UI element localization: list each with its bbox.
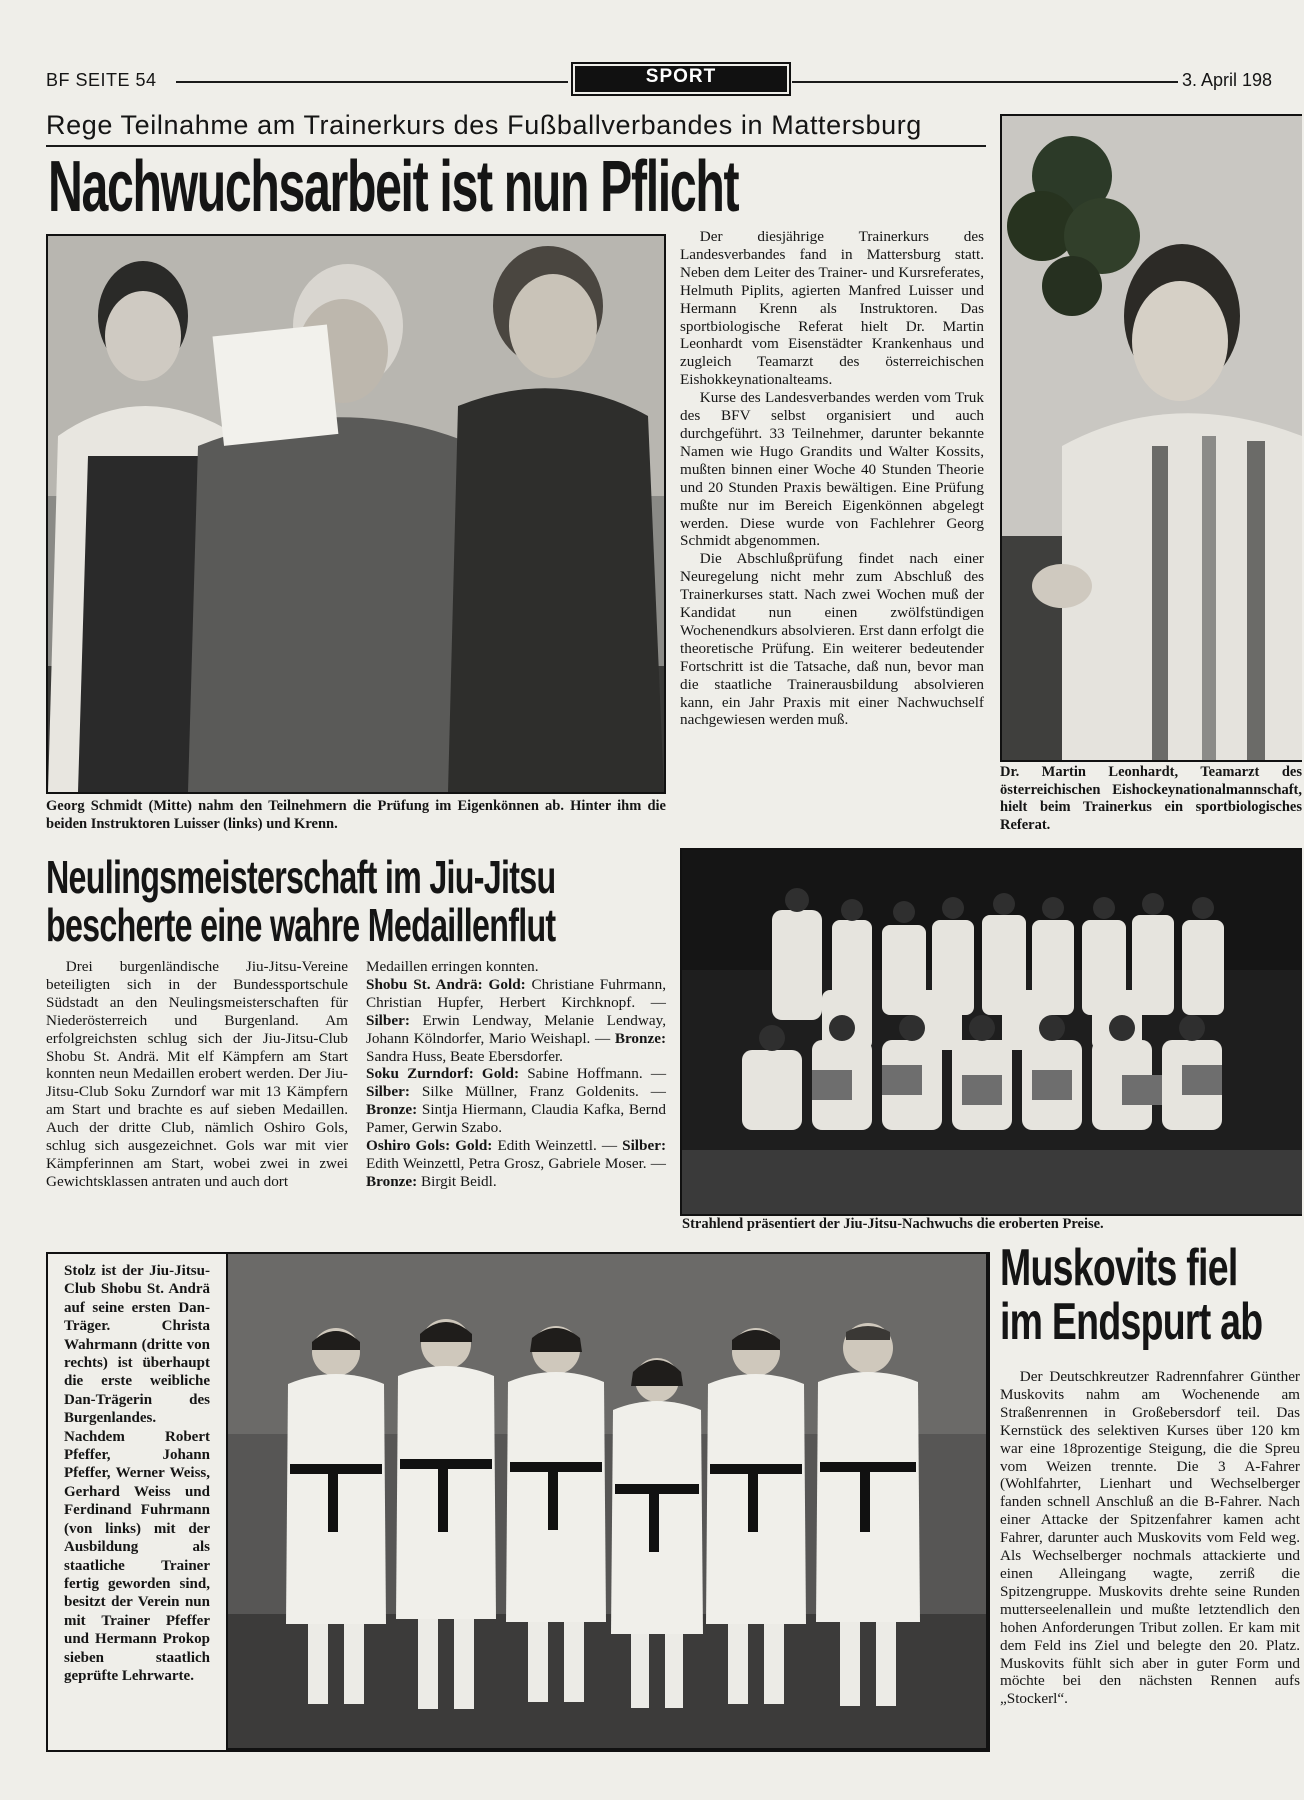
article1-para1: Der diesjährige Trainerkurs des Landesverbandes fand in Mattersburg statt. Neben dem Leiter des Trainer- und Kursreferates, Helmuth Piplits, agierten Manfred Luisser und Hermann Krenn als Instruktoren. Das sportbiologische Referat hielt Dr. Martin Leonhardt vom Eisenstädter Krankenhaus und zugleich Teamarzt des österreichischen Eishokkeynationalteams. — [680, 228, 984, 389]
header-rule-left — [176, 81, 568, 83]
article1-para3: Die Abschlußprüfung findet nach einer Neuregelung nicht mehr zum Abschluß des Trainerkurses statt. Nach zwei Wochen muß der Kandidat nun einen zwölfstündigen Wochenendkurs absolvieren. Erst dann erfolgt die theoretische Prüfung. Ein weiterer bedeutender Fortschritt ist die Tatsache, daß nun, bevor man die staatliche Trainerausbildung absolvieren kann, ein Jahr Praxis mit einer Nachwuchself nachgewiesen werden muß. — [680, 550, 984, 729]
headline-muskovits-line1: Muskovits fiel — [1000, 1239, 1238, 1297]
section-label: SPORT — [645, 66, 717, 87]
headline-muskovits-line2: im Endspurt ab — [1000, 1293, 1263, 1351]
article1-para2: Kurse des Landesverbandes werden vom Truk des BFV selbst organisiert und auch durchgeführt. 33 Teilnehmer, darunter bekannte Namen wie Hugo Grandits und Walter Kossits, mußten binnen einer Woche 40 Stunden Theorie und 20 Stunden Praxis bewältigen. Eine Prüfung mußte nur im Bereich Eigenkönnen abgelegt werden. Diese wurde von Fachlehrer Georg Schmidt abgenommen. — [680, 389, 984, 550]
headline-jiujitsu-line2: bescherte eine wahre Medaillenflut — [46, 899, 556, 951]
article3-body: Der Deutschkreutzer Radrennfahrer Günther Muskovits nahm am Wochenende am Straßenrennen in Großebersdorf teil. Das Kernstück des selektiven Kurses über 120 km war eine 18prozentige Steigung, die die Spreu vom Weizen trennte. Die 3 A-Fahrer (Wohlfahrter, Lienhart und Wechselberger fanden schnell Anschluß an die B-Fahrer. Nach einer Attacke der Spitzenfahrer kamen acht Fahrer, darunter auch Muskovits vom Feld weg. Als Wechselberger nochmals attackierte und einen Alleingang wagte, zerriß die Spitzengruppe. Muskovits drehte seine Runden mutterseelenallein und mußte letztendlich den hohen Anforderungen Tribut zollen. Er kam mit dem Feld ins Ziel und belegte den 20. Platz. Muskovits fühlt sich aber in guter Form und möchte bei den nächsten Rennen aufs „Stockerl“. — [1000, 1368, 1300, 1708]
photo3-caption: Strahlend präsentiert der Jiu-Jitsu-Nachwuchs die eroberten Preise. — [682, 1216, 1104, 1232]
photo-leonhardt — [1000, 114, 1302, 762]
shobu-label: Shobu St. Andrä: Gold: — [366, 975, 526, 993]
photo-dan-traeger — [226, 1252, 988, 1750]
shobu-gold: Christiane Fuhrmann, Christian Hupfer, Herbert Kirchknopf. — — [366, 975, 667, 1011]
results-oshiro — [366, 1137, 666, 1191]
photo-jiujitsu-kids — [680, 848, 1302, 1216]
soku-bronze: Sintja Hiermann, Claudia Kafka, Bernd Pamer, Gerwin Szabo. — [366, 1101, 666, 1137]
results-soku — [366, 1065, 666, 1137]
headline-jiujitsu-line1: Neulingsmeisterschaft im Jiu-Jitsu — [46, 851, 556, 903]
oshiro-bronze: Birgit Beidl. — [420, 1172, 497, 1190]
results-intro: Medaillen erringen konnten. — [366, 958, 539, 975]
soku-silber: Silke Müllner, Franz Goldenits. — — [421, 1083, 666, 1101]
shobu-silber: Erwin Lendway, Melanie Lendway, Johann Kölndorfer, Mario Weishapl. — — [366, 1011, 666, 1047]
header-rule-right — [792, 81, 1178, 83]
headline: Nachwuchsarbeit ist nun Pflicht — [48, 147, 739, 227]
article2-results — [366, 958, 666, 1191]
page-label: BF SEITE 54 — [46, 70, 157, 90]
oshiro-label: Oshiro Gols: Gold: — [366, 1137, 493, 1155]
soku-gold: Sabine Hoffmann. — — [527, 1065, 667, 1083]
sidebox-text: Stolz ist der Jiu-Jitsu-Club Shobu St. Andrä auf seine ersten Dan-Träger. Christa Wahrmann (dritte von rechts) ist überhaupt die erste weibliche Dan-Trägerin des Burgenlandes. Nachdem Robert Pfeffer, Johann Pfeffer, Werner Weiss, Gerhard Weiss und Ferdinand Fuhrmann (von links) mit der Ausbildung als staatliche Trainer fertig geworden sind, besitzt der Verein nun mit Trainer Pfeffer und Hermann Prokop sieben staatlich geprüfte Lehrwarte. — [64, 1263, 210, 1684]
oshiro-gold: Edith Weinzettl. — — [497, 1137, 618, 1155]
oshiro-silber: Edith Weinzettl, Petra Grosz, Gabriele Moser. — — [366, 1154, 666, 1172]
photo2-caption: Dr. Martin Leonhardt, Teamarzt des österreichischen Eishockeynationalmannschaft, hielt beim Trainerkus ein sportbiologisches Referat. — [1000, 764, 1302, 833]
photo1-caption: Georg Schmidt (Mitte) nahm den Teilnehmern die Prüfung im Eigenkönnen ab. Hinter ihm die beiden Instruktoren Luisser (links) und Krenn. — [46, 798, 666, 832]
soku-bronze-label: Bronze: — [366, 1101, 418, 1119]
soku-silber-label: Silber: — [366, 1083, 410, 1101]
shobu-bronze: Sandra Huss, Beate Ebersdorfer. — [366, 1047, 563, 1065]
shobu-silber-label: Silber: — [366, 1011, 410, 1029]
kicker: Rege Teilnahme am Trainerkurs des Fußballverbandes in Mattersburg — [46, 110, 922, 140]
soku-label: Soku Zurndorf: Gold: — [366, 1065, 520, 1083]
photo-instructors — [46, 234, 666, 794]
article2-body-col1: Drei burgenländische Jiu-Jitsu-Vereine beteiligten sich in der Bundessportschule Südstadt an den Neulingsmeisterschaften für Niederösterreich und Burgenland. Am erfolgreichsten schlug sich der Jiu-Jitsu-Club Shobu St. Andrä. Mit elf Kämpfern am Start konnten neun Medaillen erobert werden. Der Jiu-Jitsu-Club Soku Zurndorf war mit 13 Kämpfern am Start und brachte es auf sieben Medaillen. Auch der dritte Club, nämlich Oshiro Gols, schlug sich ausgezeichnet. Gols war mit vier Kämpferinnen am Start, wobei zwei in zwei Gewichtsklassen antraten und auch dort — [46, 958, 348, 1190]
article1-body — [680, 228, 984, 729]
shobu-bronze-label: Bronze: — [614, 1029, 667, 1047]
results-shobu — [366, 976, 666, 1066]
oshiro-silber-label: Silber: — [622, 1137, 666, 1155]
oshiro-bronze-label: Bronze: — [366, 1172, 418, 1190]
issue-date: 3. April 198 — [1182, 70, 1273, 90]
